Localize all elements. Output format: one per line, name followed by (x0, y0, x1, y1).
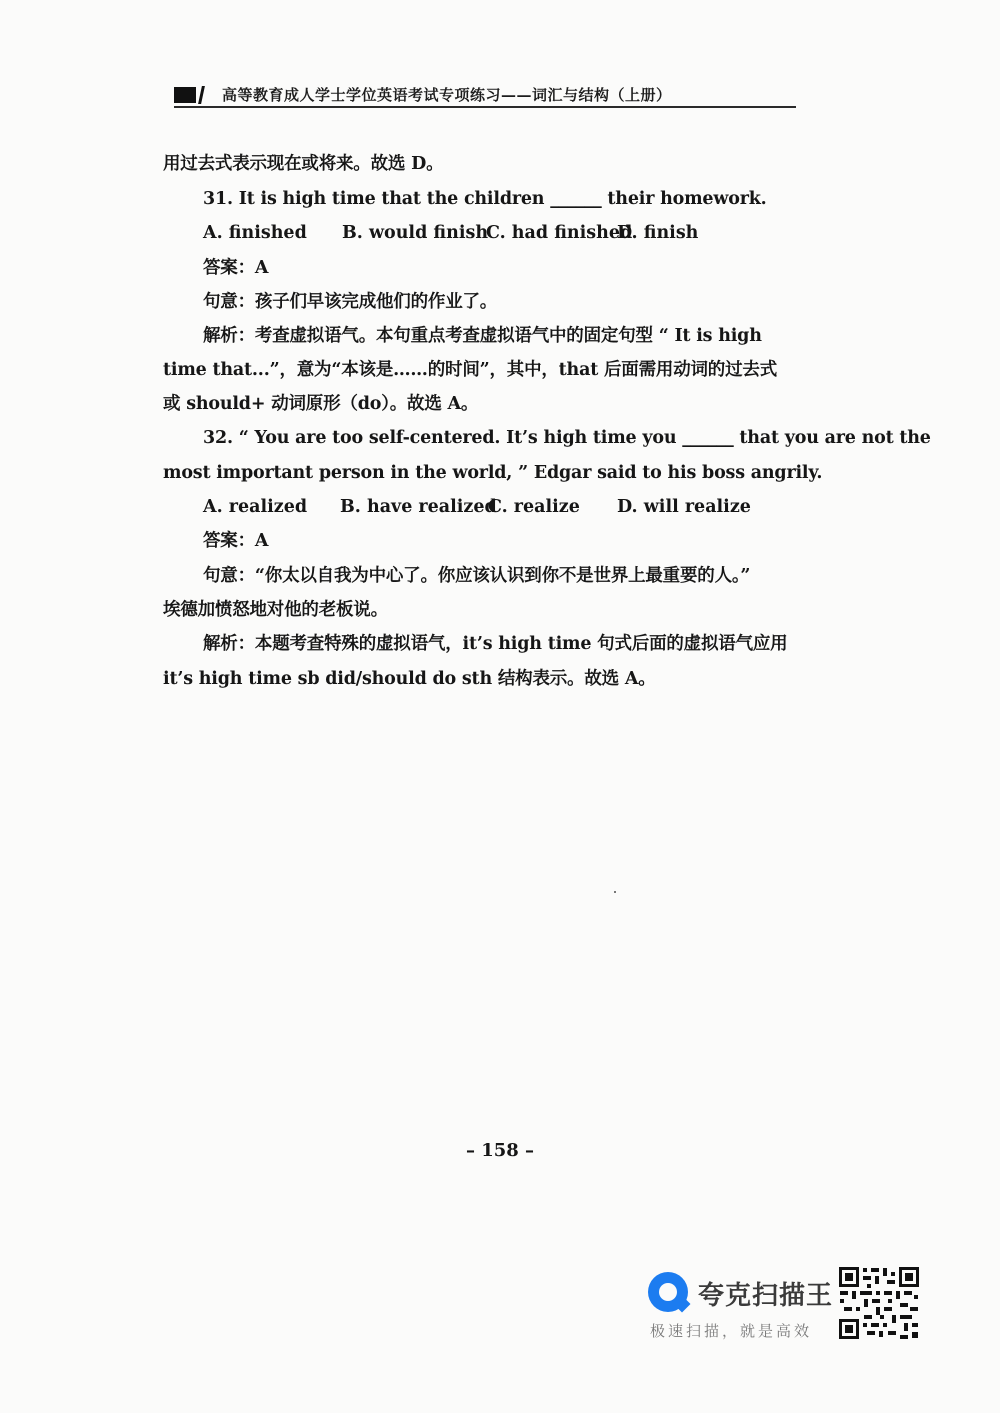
scan-speck (614, 891, 616, 893)
q31-analysis-cont: time that...”，意为“本该是……的时间”，其中，that 后面需用动词的过去式 (163, 360, 778, 380)
q31-analysis: 解析：考查虚拟语气。本句重点考查虚拟语气中的固定句型 “ It is high (203, 326, 762, 346)
header-block-mark (174, 87, 196, 103)
q32-meaning-cont: 埃德加愤怒地对他的老板说。 (163, 600, 388, 620)
q32-option-a: A. realized (203, 497, 308, 517)
q32-meaning: 句意：“你太以自我为中心了。你应该认识到你不是世界上最重要的人。” (203, 566, 751, 586)
q32-option-c: C. realize (488, 497, 580, 517)
text-line: 用过去式表示现在或将来。故选 D。 (163, 154, 444, 174)
page-number: – 158 – (465, 1140, 535, 1161)
q32-analysis: 解析：本题考查特殊的虚拟语气，it’s high time 句式后面的虚拟语气应用 (203, 634, 788, 654)
q31-meaning: 句意：孩子们早该完成他们的作业了。 (203, 292, 498, 312)
q31-analysis-cont: 或 should+ 动词原形（do）。故选 A。 (163, 394, 479, 414)
q32-option-b: B. have realized (340, 497, 497, 517)
q32-analysis-cont: it’s high time sb did/should do sth 结构表示。故选 A。 (163, 669, 656, 689)
q32-answer: 答案：A (203, 531, 269, 551)
question-32: 32. “ You are too self-centered. It’s high time you ______ that you are not the (203, 428, 931, 448)
q31-option-c: C. had finished (486, 223, 633, 243)
watermark-slogan: 极速扫描，就是高效 (650, 1322, 813, 1340)
qr-code-icon (838, 1266, 920, 1340)
header-slash-mark (198, 86, 205, 104)
q31-option-d: D. finish (617, 223, 699, 243)
q31-option-a: A. finished (203, 223, 307, 243)
header-rule (174, 106, 796, 108)
question-32-cont: most important person in the world, ” Edgar said to his boss angrily. (163, 463, 823, 483)
header-title: 高等教育成人学士学位英语考试专项练习——词汇与结构（上册） (222, 86, 672, 104)
question-31: 31. It is high time that the children ______ their homework. (203, 189, 767, 209)
q32-option-d: D. will realize (617, 497, 751, 517)
q31-option-b: B. would finish (342, 223, 489, 243)
watermark-name: 夸克扫描王 (698, 1281, 834, 1311)
running-header (174, 82, 796, 108)
q31-answer: 答案：A (203, 258, 269, 278)
